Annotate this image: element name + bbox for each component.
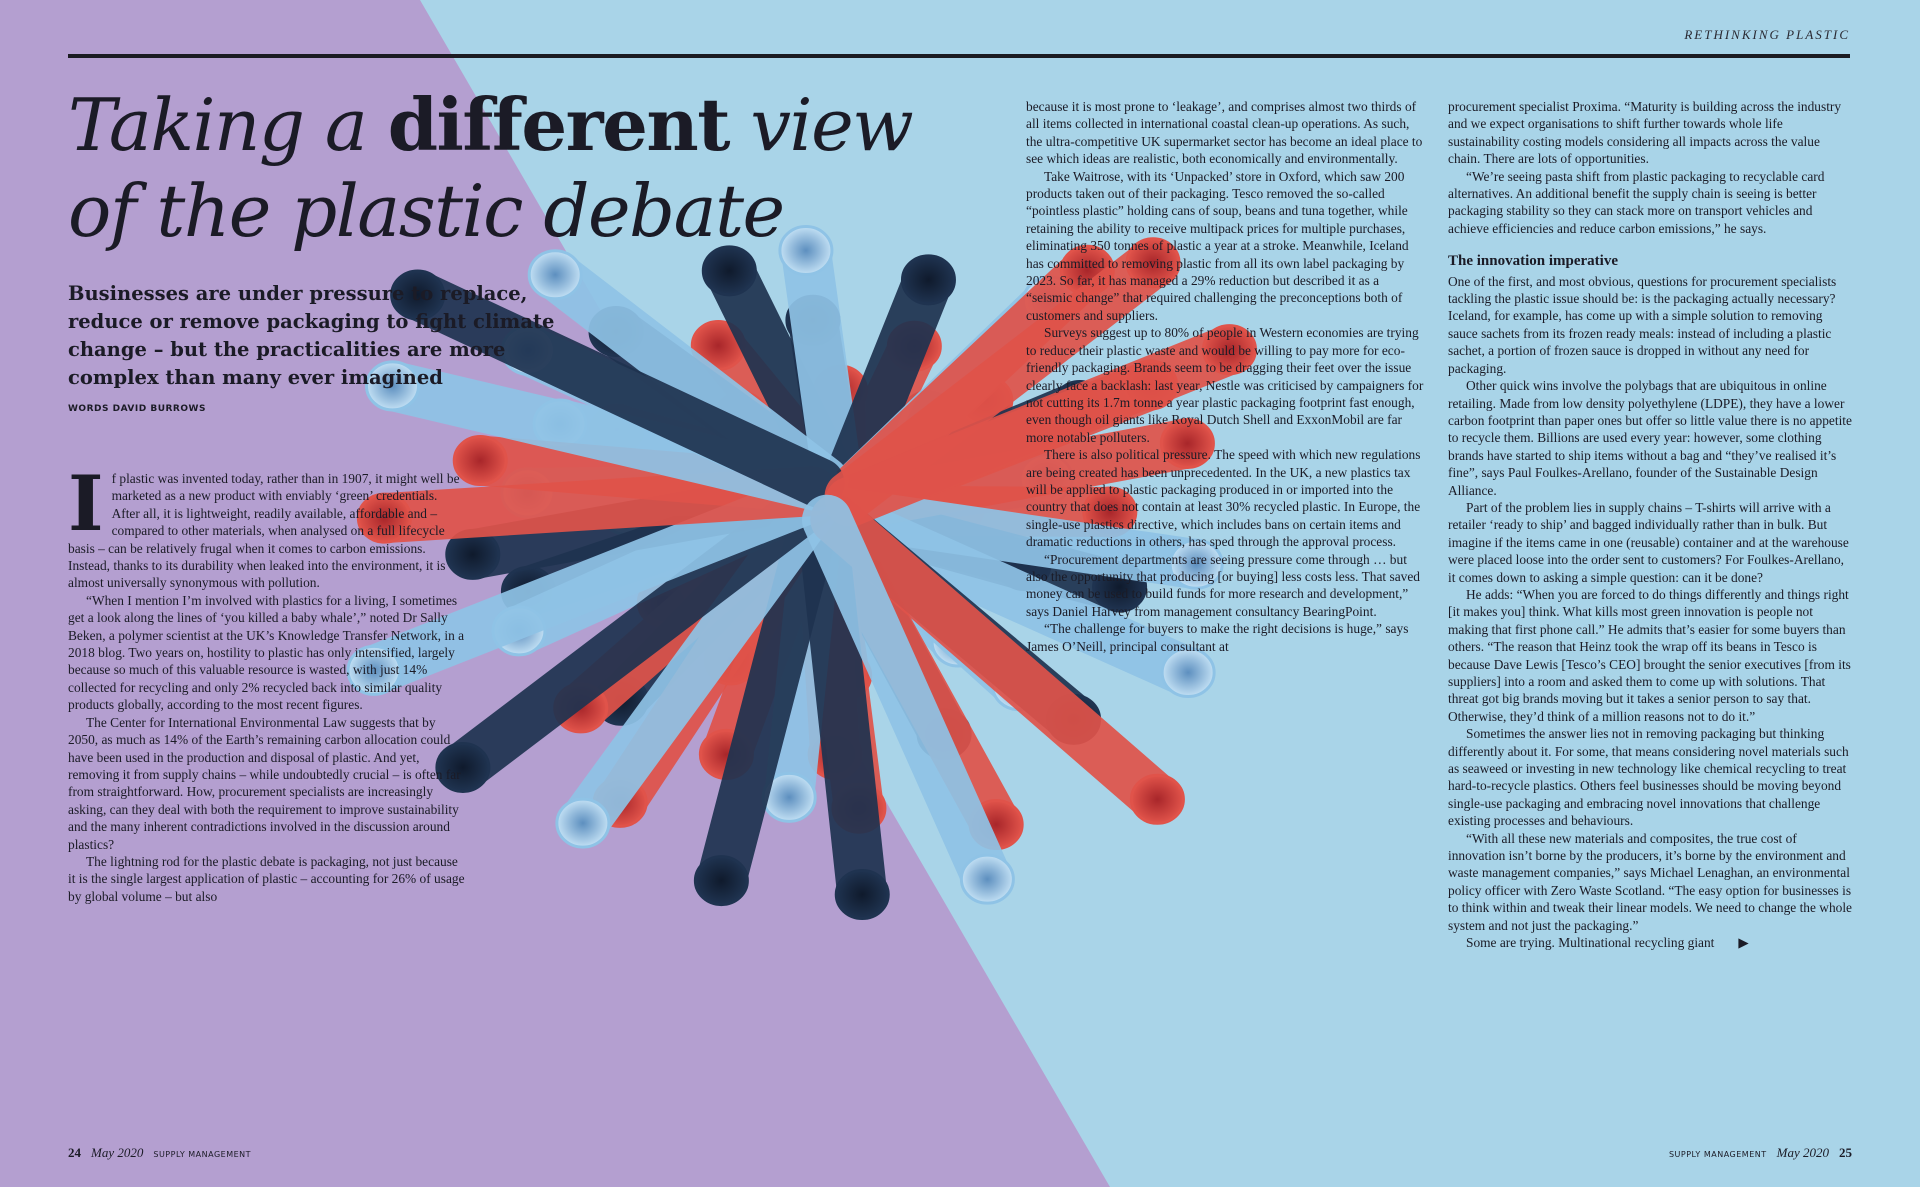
magazine-name: SUPPLY MANAGEMENT	[153, 1150, 252, 1159]
article-column-3	[1448, 98, 1852, 952]
byline: WORDS DAVID BURROWS	[68, 404, 206, 414]
top-rule	[68, 54, 1850, 58]
article-column-2	[1026, 98, 1426, 655]
paragraph: “Procurement departments are seeing pressure come through … but also the opportunity that producing [or buying] less costs less. That saved money can be used to build funds for more research and development,” says Daniel Harvey from management consultancy BearingPoint.	[1026, 551, 1420, 619]
magazine-name: SUPPLY MANAGEMENT	[1668, 1150, 1767, 1159]
paragraph: procurement specialist Proxima. “Maturity is building across the industry and we expect organisations to shift further towards whole life sustainability costing models considering all impacts across the value chain. There are lots of opportunities.	[1448, 99, 1842, 167]
paragraph: He adds: “When you are forced to do things differently and things right [it makes you] think. What kills most green innovation is people not making that first phone call.” He admits that’s easier for some buyers than others. “The reason that Heinz took the wrap off its beans in Tesco is because Dave Lewis [Tesco’s CEO] brought the senior executives [from its suppliers] into a room and asked them to come up with solutions. That threat got big brands moving but it takes a senior person to say that. Otherwise, they’d think of a million reasons not to do it.”	[1448, 586, 1851, 724]
subheading: The innovation imperative	[1448, 253, 1619, 270]
page-number: 25	[1839, 1145, 1852, 1160]
paragraph-text: f plastic was invented today, rather than in 1907, it might well be marketed as a new product with enviably ‘green’ credentials. After all, it is lightweight, readily available, affordable and – compared to other materials, when analysed on a full lifecycle basis – can be relatively frugal when it comes to carbon emissions. Instead, thanks to its durability when leaked into the environment, it is almost universally synonymous with pollution.	[68, 471, 460, 591]
folio-right	[1669, 1145, 1852, 1161]
paragraph: One of the first, and most obvious, questions for procurement specialists tackling the plastic issue should be: is the packaging actually necessary? Iceland, for example, has come up with a simple solution to removing sauce sachets from its frozen ready meals: instead of including a plastic sachet, a portion of frozen sauce is dropped in without any need for packaging.	[1448, 273, 1837, 376]
paragraph: Sometimes the answer lies not in removing packaging but thinking differently about it. For some, that means considering novel materials such as seaweed or investing in new technology like chemical recycling to treat hard-to-recycle plastics. Others feel businesses should be moving beyond single-use packaging and embracing novel innovations that challenge existing processes and behaviours.	[1448, 726, 1849, 829]
folio-left	[68, 1145, 251, 1161]
paragraph: “We’re seeing pasta shift from plastic packaging to recyclable card alternatives. An additional benefit the supply chain is seeing is better packaging stability so they can stack more on transport vehicles and achieve efficiencies and reduce carbon emissions,” he says.	[1448, 168, 1825, 236]
standfirst: Businesses are under pressure to replace, reduce or remove packaging to fight climate change – but the practicalities are more complex than many ever imagined	[68, 282, 555, 389]
headline-part: Taking a	[68, 83, 388, 167]
paragraph: “With all these new materials and composites, the true cost of innovation isn’t borne by the producers, it’s borne by the environment and waste management companies,” says Michael Lenaghan, an environmental policy officer with Zero Waste Scotland. “The easy option for businesses is to think within and tweak their linear models. We need to change the whole system and not just the packaging.”	[1448, 830, 1852, 933]
headline	[68, 82, 928, 254]
paragraph: Other quick wins involve the polybags that are ubiquitous in online retailing. Made from low density polyethylene (LDPE), they have a lower carbon footprint than paper ones but offer so little value there is no appetite to recycle them. Billions are used every year: however, some clothing brands have started to ship items without a bag and “they’ve realised it’s fine”, says Paul Foulkes-Arellano, founder of the Sustainable Design Alliance.	[1448, 378, 1852, 498]
straw-opening	[557, 799, 609, 847]
headline-line-2: of the plastic debate	[68, 169, 784, 253]
dropcap: I	[68, 459, 104, 548]
straw-opening	[961, 855, 1013, 903]
running-head: RETHINKING PLASTIC	[1684, 27, 1850, 42]
paragraph: because it is most prone to ‘leakage’, and comprises almost two thirds of all items collected in international coastal clean-up operations. As such, the ultra-competitive UK supermarket sector has become an ideal place to see which ideas are realistic, both economically and environmentally.	[1026, 99, 1423, 167]
straw-opening	[703, 247, 755, 295]
straw-opening	[1131, 775, 1183, 823]
article-column-1	[68, 459, 468, 905]
continue-arrow-icon: ▶	[1738, 935, 1749, 951]
straw-opening	[695, 857, 747, 905]
paragraph: “When I mention I’m involved with plastics for a living, I sometimes get a look along the lines of ‘you killed a baby whale’,” noted Dr Sally Beken, a polymer scientist at the UK’s Knowledge Transfer Network, in a 2018 blog. Two years on, hostility to plastic has only intensified, largely because so much of this valuable resource is wasted, with just 14% collected for recycling and only 2% recycled back into similar quality products globally, according to the most recent figures.	[68, 592, 465, 713]
paragraph: “The challenge for buyers to make the right decisions is huge,” says James O’Neill, principal consultant at	[1026, 621, 1409, 654]
headline-part: view	[728, 83, 913, 167]
paragraph-text: Some are trying. Multinational recycling giant	[1466, 935, 1715, 951]
straw-opening	[1162, 649, 1214, 697]
straw-opening	[902, 256, 954, 304]
paragraph: The lightning rod for the plastic debate is packaging, not just because it is the single largest application of plastic – accounting for 26% of usage by global volume – but also	[68, 853, 465, 904]
issue-date: May 2020	[91, 1145, 144, 1160]
page-number: 24	[68, 1145, 81, 1160]
issue-date: May 2020	[1776, 1145, 1829, 1160]
paragraph: There is also political pressure. The speed with which new regulations are being created has been unprecedented. In the UK, a new plastics tax will be applied to plastic packaging produced in or imported into the country that does not contain at least 30% recycled plastic. In Europe, the single-use plastics directive, which includes bans on certain items and dramatic reductions in others, has sped through the approval process.	[1026, 447, 1421, 550]
paragraph: Surveys suggest up to 80% of people in Western economies are trying to reduce their plastic waste and would be willing to pay more for eco-friendly packaging. Brands seem to be dragging their feet over the issue clearly face a backlash: last year, Nestle was criticised by campaigners for not cutting its 1.7m tonne a year plastic packaging footprint fast enough, even though oil giants like Royal Dutch Shell and ExxonMobil are far more notable polluters.	[1026, 325, 1424, 445]
paragraph	[1448, 934, 1852, 951]
paragraph	[68, 459, 468, 592]
straw-opening	[836, 870, 888, 918]
paragraph: Part of the problem lies in supply chains – T-shirts will arrive with a retailer ‘ready to ship’ and bagged individually rather than in bulk. But imagine if the items came in one (reusable) container and at the warehouse were placed loose into the order sent to customers? For Foulkes-Arellano, it comes down to asking a simple question: can it be done?	[1448, 499, 1849, 585]
paragraph: The Center for International Environmental Law suggests that by 2050, as much as 14% of the Earth’s remaining carbon allocation could have been used in the production and disposal of plastic. And yet, removing it from supply chains – while undoubtedly crucial – is often far from straightforward. How, procurement specialists are increasingly asking, can they deal with both the requirement to improve sustainability and the many inherent contradictions involved in the discussion around plastics?	[68, 714, 461, 852]
paragraph: Take Waitrose, with its ‘Unpacked’ store in Oxford, which saw 200 products taken out of their packaging. Tesco removed the so-called “pointless plastic” holding cans of soup, beans and tuna together, while retaining the ability to receive multipack prices for multiple purchases, eliminating 350 tonnes of plastic a year at a stroke. Meanwhile, Iceland has committed to removing plastic from all its own label packaging by 2023. So far, it has managed a 29% reduction but described it as a “seismic change” that required challenging the preconceptions both of customers and suppliers.	[1026, 168, 1409, 323]
headline-emphasis: different	[387, 82, 729, 167]
